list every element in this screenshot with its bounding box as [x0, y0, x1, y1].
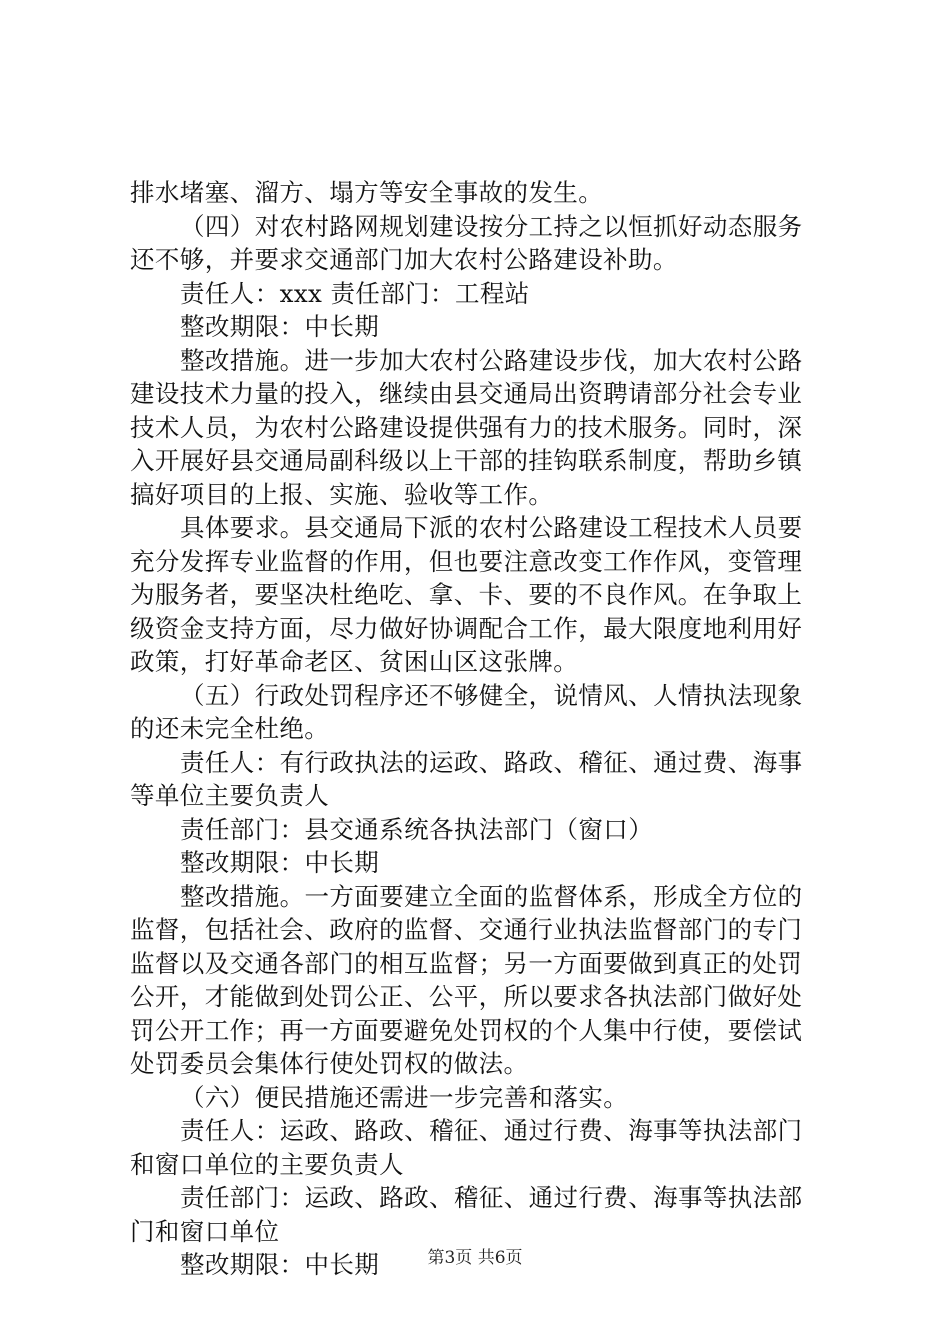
text-line: 政策，打好革命老区、贫困山区这张牌。 — [130, 647, 579, 676]
text-line: 技术人员，为农村公路建设提供强有力的技术服务。同时，深 — [130, 412, 803, 442]
text-line: 整改措施。一方面要建立全面的监督体系，形成全方位的 — [180, 881, 803, 911]
text-line: 监督以及交通各部门的相互监督；另一方面要做到真正的处罚 — [130, 948, 803, 978]
text-line: 整改期限：中长期 — [180, 1250, 380, 1279]
text-line: （五）行政处罚程序还不够健全，说情风、人情执法现象 — [180, 680, 803, 710]
text-line: 责任人：运政、路政、稽征、通过行费、海事等执法部门 — [180, 1116, 803, 1145]
text-line: 监督，包括社会、政府的监督、交通行业执法监督部门的专门 — [130, 915, 803, 944]
text-line: 整改期限：中长期 — [180, 848, 380, 877]
text-line: 整改期限：中长期 — [180, 312, 380, 341]
text-line: 还不够，并要求交通部门加大农村公路建设补助。 — [130, 245, 678, 274]
text-line: 门和窗口单位 — [130, 1216, 280, 1246]
text-line: 责任人：有行政执法的运政、路政、稽征、通过费、海事 — [180, 747, 803, 777]
page-footer: 第3页 共6页 — [427, 1248, 523, 1268]
text-line: （六）便民措施还需进一步完善和落实。 — [180, 1082, 629, 1112]
document-body — [130, 176, 830, 1282]
text-line: 罚公开工作；再一方面要避免处罚权的个人集中行使，要偿试 — [130, 1015, 803, 1045]
text-line: 排水堵塞、溜方、塌方等安全事故的发生。 — [130, 178, 604, 207]
text-line: 充分发挥专业监督的作用，但也要注意改变工作作风，变管理 — [130, 546, 803, 576]
text-line: 入开展好县交通局副科级以上干部的挂钩联系制度，帮助乡镇 — [130, 446, 803, 475]
text-line: （四）对农村路网规划建设按分工持之以恒抓好动态服务 — [180, 211, 803, 241]
text-line: 建设技术力量的投入，继续由县交通局出资聘请部分社会专业 — [130, 379, 803, 408]
text-line: 级资金支持方面，尽力做好协调配合工作，最大限度地利用好 — [130, 613, 803, 643]
text-line: 和窗口单位的主要负责人 — [130, 1149, 404, 1179]
text-line: 的还未完全杜绝。 — [130, 714, 330, 743]
text-line: 具体要求。县交通局下派的农村公路建设工程技术人员要 — [180, 513, 803, 542]
text-line: 公开，才能做到处罚公正、公平，所以要求各执法部门做好处 — [130, 982, 803, 1011]
text-line: 责任人：xxx 责任部门：工程站 — [180, 278, 530, 308]
text-line: 处罚委员会集体行使处罚权的做法。 — [130, 1049, 529, 1078]
text-line: 责任部门：运政、路政、稽征、通过行费、海事等执法部 — [180, 1183, 803, 1212]
text-line: 责任部门：县交通系统各执法部门（窗口） — [180, 814, 654, 844]
text-line: 等单位主要负责人 — [130, 781, 330, 810]
text-line: 整改措施。进一步加大农村公路建设步伐，加大农村公路 — [180, 345, 803, 375]
text-line: 搞好项目的上报、实施、验收等工作。 — [130, 479, 554, 509]
text-line: 为服务者，要坚决杜绝吃、拿、卡、要的不良作风。在争取上 — [130, 580, 803, 609]
